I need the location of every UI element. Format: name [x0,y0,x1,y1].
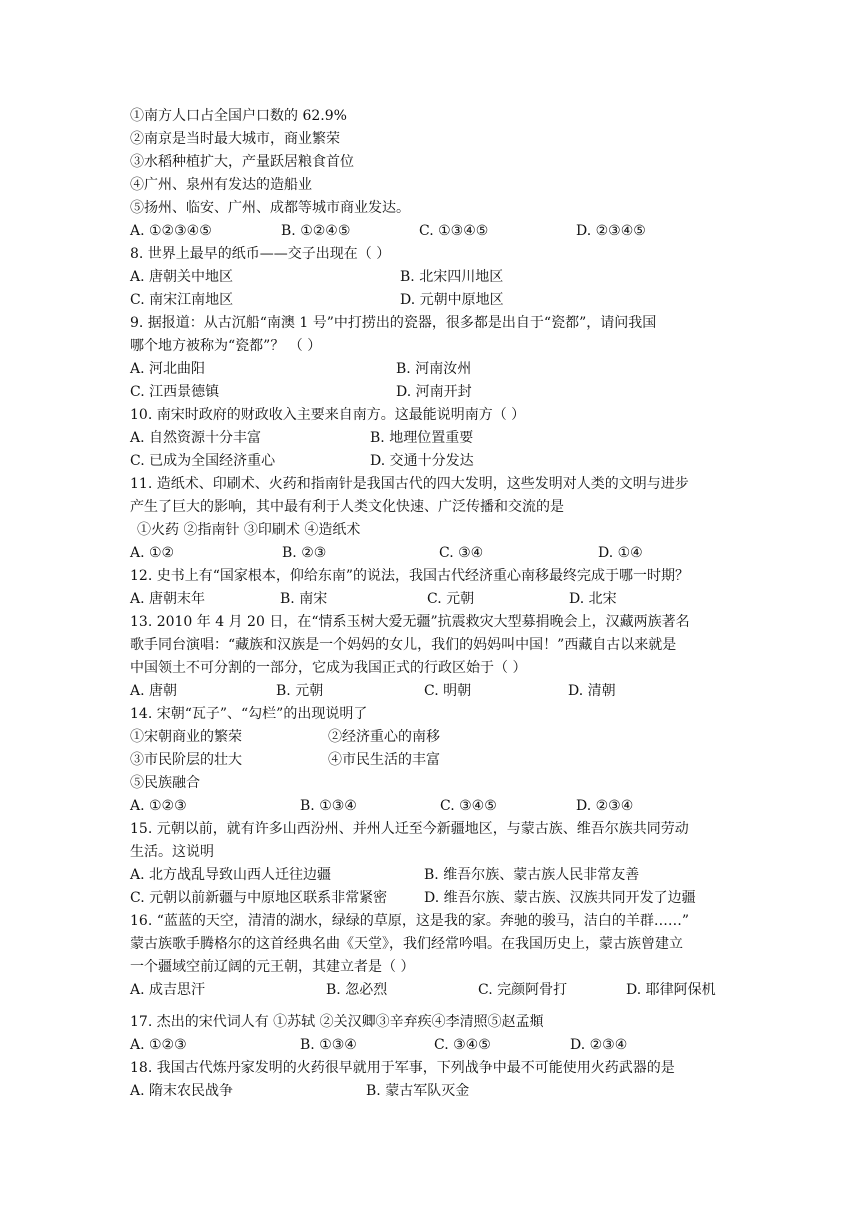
option-c: C. ③④ [439,545,484,561]
option-d: D. 清朝 [568,683,616,699]
q7-item-1: ①南方人口占全国户口数的 62.9% [130,108,347,124]
option-a: A. 河北曲阳 [130,361,206,377]
q11-stem-line-1: 11. 造纸术、印刷术、火药和指南针是我国古代的四大发明，这些发明对人类的文明与进步 [130,476,689,492]
q11-items: ①火药 ②指南针 ③印刷术 ④造纸术 [137,522,361,538]
option-c: C. ①③④⑤ [419,223,489,239]
q14-item-3: ③市民阶层的壮大 [130,752,242,768]
q7-item-4: ④广州、泉州有发达的造船业 [130,177,312,193]
option-c: C. 江西景德镇 [130,384,220,400]
q7-item-5: ⑤扬州、临安、广州、成都等城市商业发达。 [130,200,410,216]
option-b: B. 忽必烈 [326,982,388,998]
q16-stem-line-2: 蒙古族歌手腾格尔的这首经典名曲《天堂》，我们经常吟唱。在我国历史上，蒙古族曾建立 [130,936,683,952]
q10-stem: 10. 南宋时政府的财政收入主要来自南方。这最能说明南方（ ） [130,407,526,423]
q14-item-4: ④市民生活的丰富 [328,752,440,768]
q8-stem: 8. 世界上最早的纸币——交子出现在（ ） [130,246,391,262]
option-b: B. 元朝 [276,683,324,699]
option-a: A. 自然资源十分丰富 [130,430,262,446]
option-a: A. ①②③ [130,798,187,814]
option-c: C. ③④⑤ [440,798,497,814]
q13-stem-line-2: 歌手同台演唱：“藏族和汉族是一个妈妈的女儿，我们的妈妈叫中国！”西藏自古以来就是 [130,637,677,653]
option-d: D. 河南开封 [396,384,472,400]
q14-stem: 14. 宋朝“瓦子”、“勾栏”的出现说明了 [130,706,368,722]
q14-item-2: ②经济重心的南移 [328,729,440,745]
option-d: D. ②③④ [576,798,634,814]
option-a: A. 唐朝关中地区 [130,269,234,285]
q18-stem: 18. 我国古代炼丹家发明的火药很早就用于军事，下列战争中最不可能使用火药武器的是 [130,1060,675,1076]
option-a: A. 唐朝 [130,683,178,699]
option-d: D. 交通十分发达 [370,453,474,469]
q13-stem-line-1: 13. 2010 年 4 月 20 日，在“情系玉树大爱无疆”抗震救灾大型募捐晚会上，汉藏两族著名 [130,614,690,630]
option-a: A. ①②③ [130,1037,187,1053]
q17-stem: 17. 杰出的宋代词人有 ①苏轼 ②关汉卿③辛弃疾④李清照⑤赵孟頫 [130,1014,544,1030]
q12-stem: 12. 史书上有“国家根本，仰给东南”的说法，我国古代经济重心南移最终完成于哪一时期？ [130,568,690,584]
option-b: B. 蒙古军队灭金 [366,1083,470,1099]
option-d: D. ①④ [598,545,643,561]
option-c: C. ③④⑤ [434,1037,491,1053]
option-b: B. 南宋 [280,591,328,607]
q9-stem-line-2: 哪个地方被称为“瓷都”？ （ ） [130,338,322,354]
option-a: A. 唐朝末年 [130,591,206,607]
option-b: B. 河南汝州 [396,361,472,377]
q11-stem-line-2: 产生了巨大的影响，其中最有利于人类文化快速、广泛传播和交流的是 [130,499,564,515]
option-c: C. 元朝以前新疆与中原地区联系非常紧密 [130,890,388,906]
option-a: A. ①②③④⑤ [130,223,212,239]
option-a: A. 成吉思汗 [130,982,206,998]
option-d: D. ②③④⑤ [576,223,646,239]
option-c: C. 已成为全国经济重心 [130,453,276,469]
option-b: B. 北宋四川地区 [400,269,504,285]
option-b: B. ①③④ [300,1037,357,1053]
option-d: D. ②③④ [570,1037,628,1053]
q16-stem-line-3: 一个疆域空前辽阔的元王朝，其建立者是（ ） [130,959,415,975]
option-a: A. ①② [130,545,175,561]
option-c: C. 元朝 [427,591,475,607]
q14-item-1: ①宋朝商业的繁荣 [130,729,242,745]
q13-stem-line-3: 中国领土不可分割的一部分，它成为我国正式的行政区始于（ ） [130,660,527,676]
option-a: A. 北方战乱导致山西人迁往边疆 [130,867,332,883]
q14-item-5: ⑤民族融合 [130,775,200,791]
option-d: D. 维吾尔族、蒙古族、汉族共同开发了边疆 [424,890,696,906]
q15-stem-line-2: 生活。这说明 [130,844,214,860]
option-d: D. 北宋 [569,591,617,607]
option-b: B. ①②④⑤ [281,223,351,239]
option-b: B. ①③④ [300,798,357,814]
option-b: B. 维吾尔族、蒙古族人民非常友善 [424,867,640,883]
option-d: D. 耶律阿保机 [626,982,716,998]
option-c: C. 完颜阿骨打 [478,982,568,998]
option-b: B. 地理位置重要 [370,430,474,446]
q15-stem-line-1: 15. 元朝以前，就有许多山西汾州、并州人迁至今新疆地区，与蒙古族、维吾尔族共同劳动 [130,821,689,837]
option-d: D. 元朝中原地区 [400,292,504,308]
option-a: A. 隋末农民战争 [130,1083,234,1099]
option-b: B. ②③ [282,545,327,561]
q7-item-3: ③水稻种植扩大，产量跃居粮食首位 [130,154,354,170]
q9-stem-line-1: 9. 据报道：从古沉船“南澳 1 号”中打捞出的瓷器，很多都是出自于“瓷都”，请问我国 [130,315,657,331]
option-c: C. 南宋江南地区 [130,292,234,308]
q7-item-2: ②南京是当时最大城市，商业繁荣 [130,131,340,147]
q16-stem-line-1: 16. “蓝蓝的天空，清清的湖水，绿绿的草原，这是我的家。奔驰的骏马，洁白的羊群……” [130,913,690,929]
option-c: C. 明朝 [424,683,472,699]
